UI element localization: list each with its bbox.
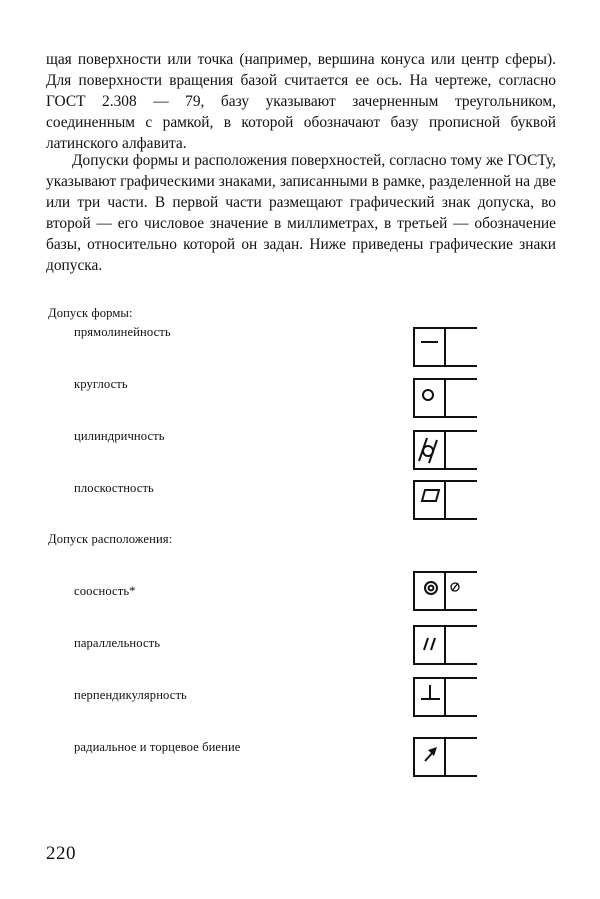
circularity-icon bbox=[413, 378, 477, 418]
location-tolerance-heading: Допуск расположения: bbox=[48, 532, 173, 546]
location-item-label: перпендикулярность bbox=[74, 688, 187, 702]
form-item-label: прямолинейность bbox=[74, 325, 171, 339]
straightness-icon bbox=[413, 327, 477, 367]
concentricity-icon bbox=[413, 571, 477, 611]
circularity-symbol-frame bbox=[413, 378, 477, 418]
location-item-label: параллельность bbox=[74, 636, 161, 650]
form-item-label: плоскостность bbox=[74, 481, 154, 495]
location-item-label: соосность* bbox=[74, 584, 136, 598]
flatness-icon bbox=[413, 480, 477, 520]
runout-icon bbox=[413, 737, 477, 777]
straightness-symbol-frame bbox=[413, 327, 477, 367]
paragraph-2: Допуски формы и расположения поверхностей, согласно тому же ГОСТу, указывают графическими знаками, записанными в рамке, разделенной на две или три части. В первой части размещают графический знак допуска, во второй — его числовое значение в миллиметрах, в третьей — обозначение базы, относительно которой он задан. Ниже приведены графические знаки допуска. bbox=[46, 152, 556, 274]
parallelism-icon bbox=[413, 625, 477, 665]
runout-symbol-frame bbox=[413, 737, 477, 777]
page-number: 220 bbox=[46, 843, 76, 864]
form-tolerance-heading: Допуск формы: bbox=[48, 306, 133, 320]
form-item-label: цилиндричность bbox=[74, 429, 165, 443]
paragraph-1: щая поверхности или точка (например, вершина конуса или центр сферы). Для поверхности вращения базой считается ее ось. На чертеже, согласно ГОСТ 2.308 — 79, базу указывают зачерненным треугольником, соединенным с рамкой, в которой обозначают базу прописной буквой латинского алфавита. bbox=[46, 51, 556, 152]
location-item-label: радиальное и торцевое биение bbox=[74, 740, 241, 754]
form-item-label: круглость bbox=[74, 377, 128, 391]
perpendicularity-icon bbox=[413, 677, 477, 717]
flatness-symbol-frame bbox=[413, 480, 477, 520]
perpendicularity-symbol-frame bbox=[413, 677, 477, 717]
concentricity-symbol-frame bbox=[413, 571, 477, 611]
cylindricity-icon bbox=[413, 430, 477, 470]
parallelism-symbol-frame bbox=[413, 625, 477, 665]
cylindricity-symbol-frame bbox=[413, 430, 477, 470]
